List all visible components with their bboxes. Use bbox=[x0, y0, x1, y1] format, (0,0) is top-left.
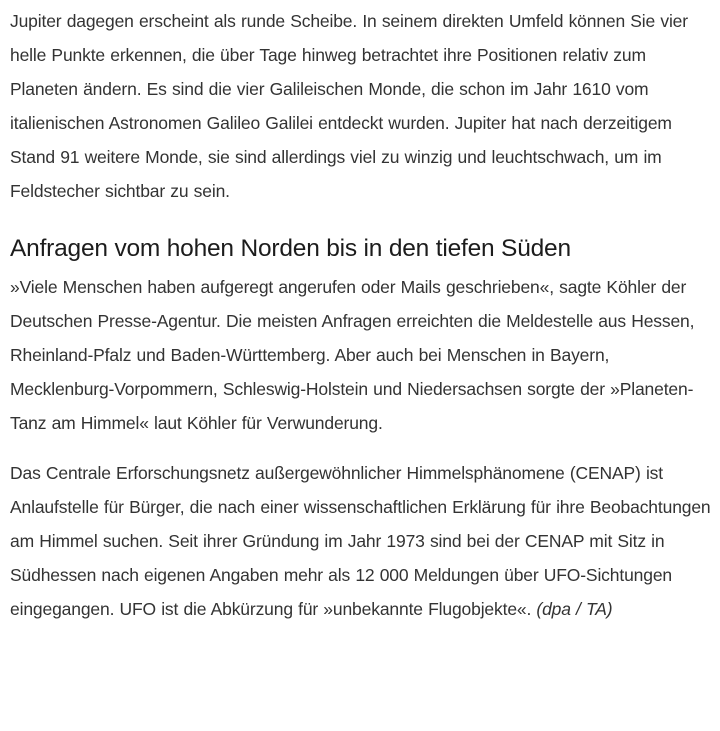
source-credit: (dpa / TA) bbox=[536, 599, 613, 619]
article-paragraph-jupiter: Jupiter dagegen erscheint als runde Scheibe. In seinem direkten Umfeld können Sie vier helle Punkte erkennen, die über Tage hinweg betrachtet ihre Positionen relativ zum Planeten ändern. Es sind die vier Galileischen Monde, die schon im Jahr 1610 vom italienischen Astronomen Galileo Galilei entdeckt wurden. Jupiter hat nach derzeitigem Stand 91 weitere Monde, sie sind allerdings viel zu winzig und leuchtschwach, um im Feldstecher sichtbar zu sein. bbox=[10, 11, 688, 201]
cenap-text: Das Centrale Erforschungsnetz außergewöhnlicher Himmelsphänomene (CENAP) ist Anlaufstelle für Bürger, die nach einer wissenschaftlichen Erklärung für ihre Beobachtungen am Himmel suchen. Seit ihrer Gründung im Jahr 1973 sind bei der CENAP mit Sitz in Südhessen nach eigenen Angaben mehr als 12 000 Meldungen über UFO-Sichtungen eingegangen. UFO ist die Abkürzung für »unbekannte Flugobjekte«. bbox=[10, 463, 711, 619]
article-paragraph-requests: »Viele Menschen haben aufgeregt angerufen oder Mails geschrieben«, sagte Köhler der Deutschen Presse-Agentur. Die meisten Anfragen erreichten die Meldestelle aus Hessen, Rheinland-Pfalz und Baden-Württemberg. Aber auch bei Menschen in Bayern, Mecklenburg-Vorpommern, Schleswig-Holstein und Niedersachsen sorgte der »Planeten-Tanz am Himmel« laut Köhler für Verwunderung. bbox=[10, 277, 695, 433]
article-paragraph-cenap bbox=[10, 456, 712, 626]
section-heading: Anfragen vom hohen Norden bis in den tiefen Süden bbox=[10, 235, 571, 262]
